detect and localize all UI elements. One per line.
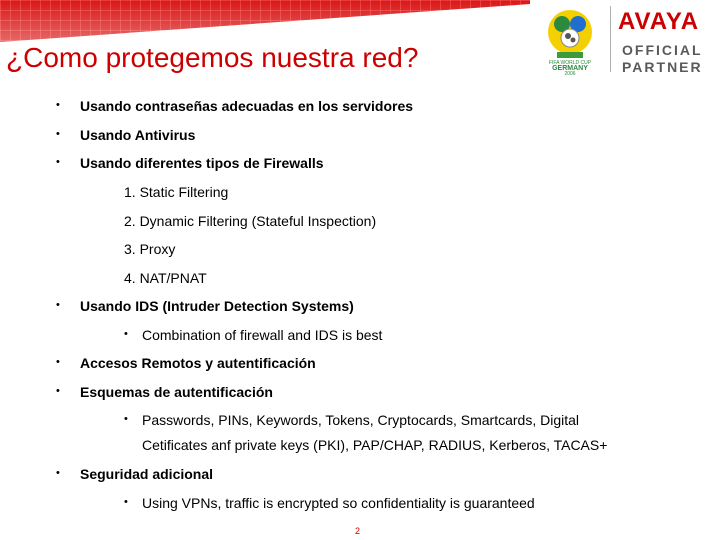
bullet-text: Seguridad adicional	[80, 466, 214, 482]
partner-line1: OFFICIAL	[622, 42, 703, 58]
sub-bullet-continuation: Cetificates anf private keys (PKI), PAP/CHAP, RADIUS, Kerberos, TACAS+	[142, 437, 608, 453]
bullet-text: Usando diferentes tipos de Firewalls	[80, 155, 324, 171]
bullet-dot-icon: •	[56, 99, 60, 111]
bullet-dot-icon: •	[56, 299, 60, 311]
sub-bullet-text: Using VPNs, traffic is encrypted so confidentiality is guaranteed	[142, 495, 535, 511]
header-red-bar	[0, 0, 530, 42]
bullet-text: Esquemas de autentificación	[80, 384, 273, 400]
sub-bullet-text: Combination of firewall and IDS is best	[142, 327, 383, 343]
sub-bullet-text: Passwords, PINs, Keywords, Tokens, Cryptocards, Smartcards, Digital	[142, 412, 580, 428]
bullet-text: Usando contraseñas adecuadas en los servidores	[80, 98, 414, 114]
svg-text:FIFA WORLD CUP: FIFA WORLD CUP	[548, 60, 592, 66]
bullet-dot-icon: •	[56, 385, 60, 397]
bullet-text: Accesos Remotos y autentificación	[80, 355, 316, 371]
firewall-type-item: 1. Static Filtering	[124, 184, 229, 200]
svg-text:GERMANY: GERMANY	[552, 65, 588, 72]
sub-bullet-dot-icon: •	[124, 496, 128, 508]
partner-line2: PARTNER	[622, 59, 703, 75]
world-cup-logo	[535, 4, 605, 76]
svg-text:2006: 2006	[564, 71, 576, 76]
firewall-type-item: 4. NAT/PNAT	[124, 270, 207, 286]
bullet-dot-icon: •	[56, 156, 60, 168]
logo-divider	[610, 6, 611, 72]
official-partner-text	[622, 42, 703, 76]
page-number: 2	[355, 526, 361, 536]
bullet-dot-icon: •	[56, 356, 60, 368]
avaya-logo: AVAYA	[618, 8, 700, 35]
firewall-type-item: 2. Dynamic Filtering (Stateful Inspection)	[124, 213, 377, 229]
bullet-text: Usando Antivirus	[80, 127, 196, 143]
bullet-text: Usando IDS (Intruder Detection Systems)	[80, 298, 354, 314]
bullet-dot-icon: •	[56, 467, 60, 479]
sub-bullet-dot-icon: •	[124, 413, 128, 425]
slide-title: ¿Como protegemos nuestra red?	[6, 42, 419, 73]
sub-bullet-dot-icon: •	[124, 328, 128, 340]
firewall-type-item: 3. Proxy	[124, 241, 176, 257]
bullet-dot-icon: •	[56, 128, 60, 140]
